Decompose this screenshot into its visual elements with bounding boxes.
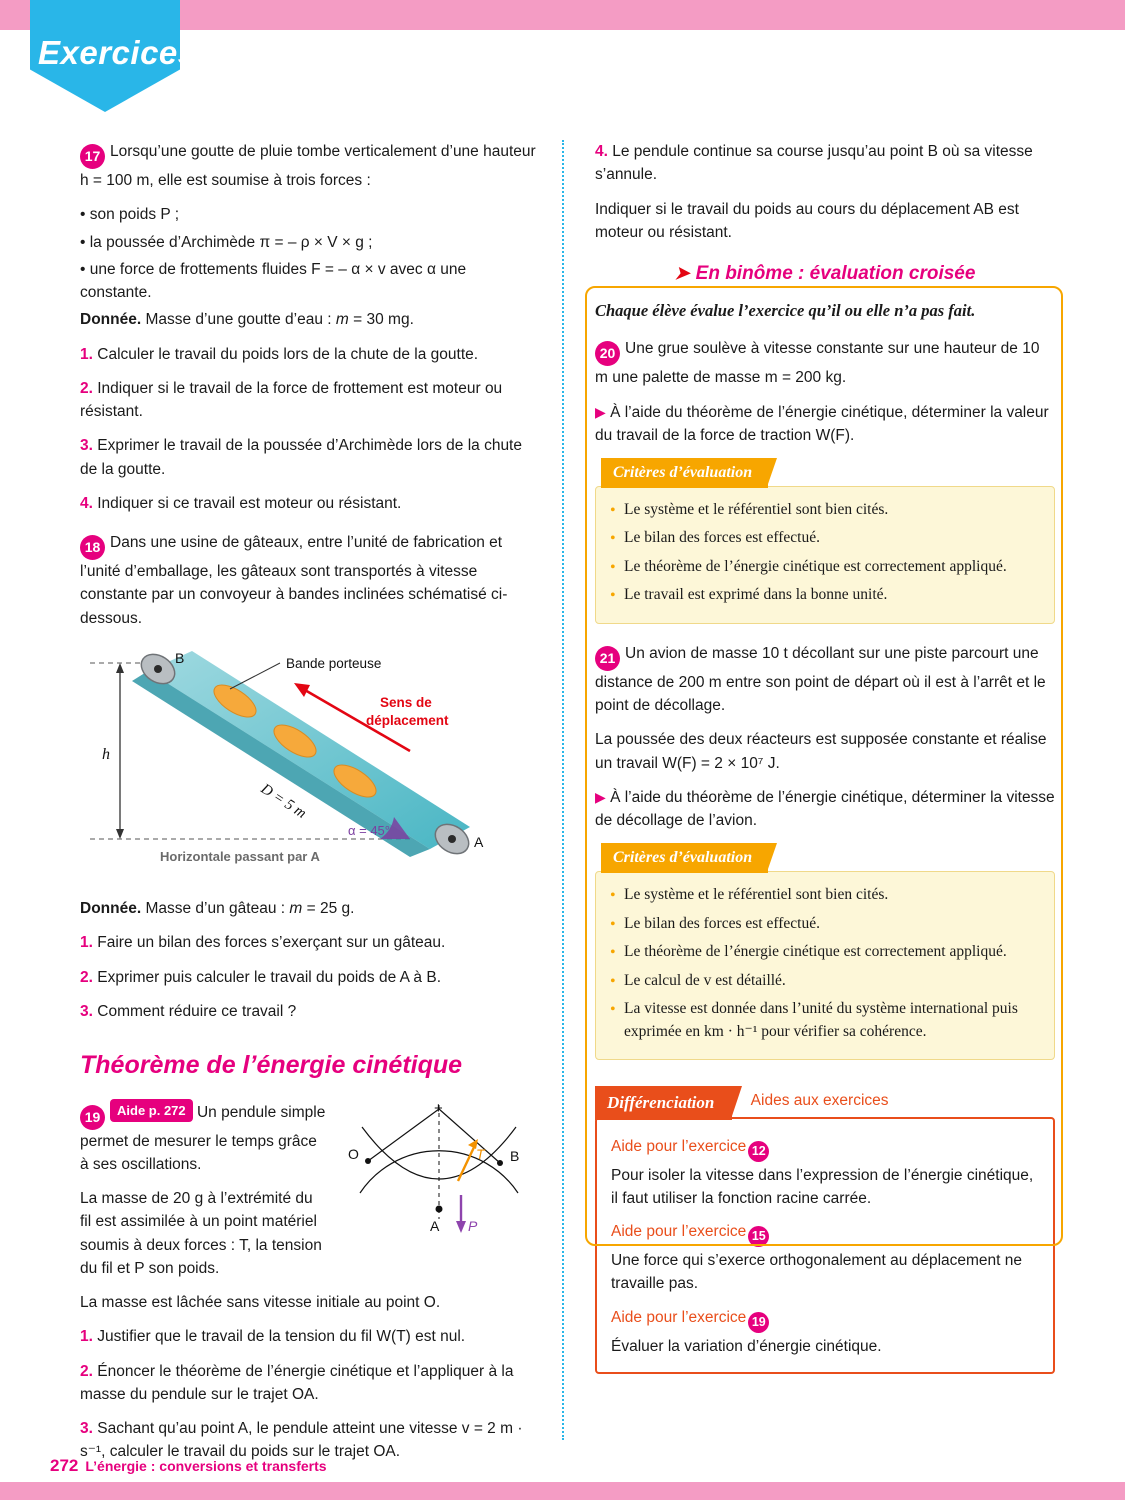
pendulum-figure (340, 1099, 540, 1261)
step-number: 2. (80, 968, 93, 986)
binome-heading-text: En binôme : évaluation croisée (695, 263, 976, 284)
exercise-17-q1 (80, 343, 540, 366)
exercise-21 (595, 642, 1055, 1060)
differenciation-side-label: Aides aux exercices (750, 1092, 889, 1110)
criteria-label: Critères d’évaluation (601, 843, 768, 873)
aide-heading-15 (611, 1220, 1039, 1247)
exercise-18-q2-text: Exprimer puis calculer le travail du poids de A à B. (97, 968, 442, 986)
exercise-21-intro-text: Un avion de masse 10 t décollant sur une piste parcourt une distance de 200 m entre son point de départ où il est à l’arrêt et le point de décollage. (595, 644, 1046, 715)
footer-decorative-bar (0, 1482, 1125, 1500)
exercise-number-badge: 18 (80, 535, 105, 560)
exercise-17-data-text: Masse d’une goutte d’eau : m = 30 mg. (145, 311, 414, 329)
step-number: 3. (80, 437, 93, 455)
exercise-ref-badge: 15 (748, 1226, 769, 1247)
exercise-17 (80, 140, 540, 515)
svg-text:B: B (175, 649, 185, 666)
criteria-item: • Le calcul de v est détaillé. (610, 970, 1040, 992)
exercise-19-q1-text: Justifier que le travail de la tension du fil W(T) est nul. (97, 1328, 466, 1346)
exercise-19-q2 (80, 1360, 540, 1407)
step-number: 1. (80, 345, 93, 363)
exercise-20-intro (595, 337, 1055, 389)
svg-text:Horizontale passant par A: Horizontale passant par A (160, 848, 320, 864)
exercise-18 (80, 531, 540, 1023)
svg-text:O: O (348, 1145, 359, 1162)
svg-text:α = 45°: α = 45° (348, 822, 390, 838)
exercise-number-badge: 20 (595, 341, 620, 366)
exercise-18-q2 (80, 966, 540, 989)
svg-text:+: + (434, 1099, 443, 1117)
exercise-18-data (80, 897, 540, 920)
exercise-21-task (595, 786, 1055, 833)
exercise-19-q1 (80, 1325, 540, 1348)
conveyor-figure (80, 641, 540, 883)
exercise-17-bullet-3: • une force de frottements fluides F = – α × v avec α une constante. (80, 260, 467, 301)
exercise-number-badge: 17 (80, 144, 105, 169)
aide-text-12: Pour isoler la vitesse dans l’expression de l’énergie cinétique, il faut utiliser la fonction racine carrée. (611, 1166, 1034, 1207)
svg-text:h: h (102, 745, 110, 763)
exercise-19-q2-text: Énoncer le théorème de l’énergie cinétique et l’appliquer à la masse du pendule sur le trajet OA. (80, 1362, 514, 1403)
differenciation-content (595, 1117, 1055, 1374)
svg-text:Bande porteuse: Bande porteuse (286, 655, 382, 671)
exercise-17-data (80, 308, 540, 331)
criteria-block-21 (595, 843, 1055, 1060)
exercise-17-q4-text: Indiquer si ce travail est moteur ou résistant. (97, 494, 402, 512)
exercise-17-intro (80, 140, 540, 192)
aide-heading-text: Aide pour l’exercice (611, 1137, 747, 1155)
step-number: 3. (80, 1420, 93, 1437)
exercise-19-p3: La masse est lâchée sans vitesse initiale au point O. (80, 1294, 441, 1311)
differenciation-label: Différenciation (595, 1086, 732, 1120)
step-number: 1. (80, 934, 93, 952)
footer-label (50, 1456, 327, 1476)
step-number: 2. (80, 379, 93, 397)
criteria-item: • Le travail est exprimé dans la bonne unité. (610, 584, 1040, 606)
exercise-18-intro (80, 531, 540, 630)
aide-text-15: Une force qui s’exerce orthogonalement au déplacement ne travaille pas. (611, 1252, 1023, 1293)
exercise-17-q3-text: Exprimer le travail de la poussée d’Archimède lors de la chute de la goutte. (80, 437, 522, 478)
step-number: 4. (595, 143, 608, 160)
exercise-21-p2: La poussée des deux réacteurs est supposée constante et réalise un travail W(F) = 2 × 10⁷ J. (595, 731, 1047, 772)
exercise-18-data-text: Masse d’un gâteau : m = 25 g. (145, 900, 355, 917)
exercise-21-task-text: À l’aide du théorème de l’énergie cinétique, déterminer la vitesse de décollage de l’avion. (595, 788, 1055, 830)
exercise-number-badge: 19 (80, 1105, 105, 1130)
exercise-20-task (595, 401, 1055, 448)
aide-heading-12 (611, 1135, 1039, 1162)
page-footer (0, 1452, 1125, 1500)
exercise-20-task-text: À l’aide du théorème de l’énergie cinétique, déterminer la valeur du travail de la force de traction W(F). (595, 403, 1049, 444)
differenciation-block (595, 1086, 1055, 1374)
exercise-17-intro-text: Lorsqu’une goutte de pluie tombe verticalement d’une hauteur h = 100 m, elle est soumise à trois forces : (80, 143, 536, 189)
exercise-19 (80, 1099, 540, 1475)
page-title: Exercices (38, 34, 197, 71)
exercise-18-q3 (80, 1000, 540, 1023)
exercise-19-intro-text: Un pendule simple permet de mesurer le temps grâce à ses oscillations. (80, 1103, 326, 1173)
aide-heading-19 (611, 1306, 1039, 1333)
exercise-18-intro-text: Dans une usine de gâteaux, entre l’unité de fabrication et l’unité d’emballage, les gâteaux sont transportés à vitesse constante par un convoyeur à bandes inclinées schématisé ci-dessous. (80, 534, 508, 627)
aide-text-19: Évaluer la variation d’énergie cinétique. (611, 1337, 882, 1355)
left-column (80, 140, 540, 1475)
exercise-19-q4 (595, 140, 1055, 187)
exercise-19-q3-text: Sachant qu’au point A, le pendule atteint une vitesse v = 2 m · s⁻¹, calculer le travail du poids sur le trajet OA. (80, 1420, 523, 1461)
triangle-bullet-icon: ▶ (595, 403, 606, 420)
svg-text:P: P (468, 1217, 478, 1234)
binome-heading (595, 260, 1055, 289)
svg-text:A: A (474, 833, 484, 850)
exercise-ref-badge: 12 (748, 1141, 769, 1162)
exercise-ref-badge: 19 (748, 1312, 769, 1333)
step-number: 1. (80, 1328, 93, 1346)
svg-text:B: B (510, 1147, 520, 1164)
exercise-17-q2-text: Indiquer si le travail de la force de frottement est moteur ou résistant. (80, 379, 503, 420)
exercise-18-q1 (80, 931, 540, 954)
step-number: 3. (80, 1002, 93, 1020)
exercise-19-q4-follow: Indiquer si le travail du poids au cours du déplacement AB est moteur ou résistant. (595, 200, 1019, 241)
exercise-20 (595, 337, 1055, 624)
criteria-list-21 (595, 871, 1055, 1060)
right-column (595, 140, 1055, 1374)
exercise-21-intro (595, 642, 1055, 718)
exercise-17-q3 (80, 434, 540, 481)
step-number: 4. (80, 494, 93, 512)
exercise-17-bullet-2: • la poussée d’Archimède π = – ρ × V × g ; (80, 233, 373, 251)
exercise-19-p2: La masse de 20 g à l’extrémité du fil est assimilée à un point matériel soumis à deux forces : T, la tension du fil et P son poids. (80, 1190, 322, 1277)
criteria-item: • Le bilan des forces est effectué. (610, 913, 1040, 935)
donnee-label: Donnée. (80, 900, 142, 917)
aide-heading-text: Aide pour l’exercice (611, 1223, 747, 1241)
criteria-item: • Le théorème de l’énergie cinétique est correctement appliqué. (610, 941, 1040, 963)
donnee-label: Donnée. (80, 311, 142, 329)
criteria-item: • Le théorème de l’énergie cinétique est correctement appliqué. (610, 556, 1040, 578)
page-body (0, 140, 1125, 1461)
exercise-17-q4 (80, 492, 540, 515)
arrow-icon: ➤ (674, 263, 690, 283)
exercise-17-q2 (80, 377, 540, 424)
column-divider (562, 140, 564, 1440)
criteria-item: • Le bilan des forces est effectué. (610, 527, 1040, 549)
svg-text:D = 5 m: D = 5 m (257, 780, 309, 822)
criteria-item: • La vitesse est donnée dans l’unité du système international puis exprimée en km · h⁻¹ pour vérifier sa cohérence. (610, 998, 1040, 1043)
criteria-item: • Le système et le référentiel sont bien cités. (610, 884, 1040, 906)
criteria-list-20 (595, 486, 1055, 624)
binome-subtitle: Chaque élève évalue l’exercice qu’il ou elle n’a pas fait. (595, 300, 976, 320)
criteria-label: Critères d’évaluation (601, 458, 768, 488)
svg-text:Sens de: Sens de (380, 694, 432, 710)
svg-text:A: A (430, 1217, 440, 1234)
step-number: 2. (80, 1362, 93, 1380)
exercise-17-bullet-1: • son poids P ; (80, 206, 180, 224)
page-number: 272 (50, 1456, 79, 1475)
aide-tag[interactable]: Aide p. 272 (110, 1099, 193, 1123)
aide-heading-text: Aide pour l’exercice (611, 1308, 747, 1326)
exercise-18-q1-text: Faire un bilan des forces s’exerçant sur un gâteau. (97, 934, 446, 952)
criteria-item: • Le système et le référentiel sont bien cités. (610, 499, 1040, 521)
exercise-17-q1-text: Calculer le travail du poids lors de la chute de la goutte. (97, 345, 479, 363)
triangle-bullet-icon: ▶ (595, 788, 606, 805)
exercise-18-q3-text: Comment réduire ce travail ? (97, 1002, 297, 1020)
exercise-number-badge: 21 (595, 646, 620, 671)
exercise-19-q4-text: Le pendule continue sa course jusqu’au point B où sa vitesse s’annule. (595, 143, 1033, 184)
exercise-20-intro-text: Une grue soulève à vitesse constante sur une hauteur de 10 m une palette de masse m = 200 kg. (595, 340, 1040, 387)
svg-text:déplacement: déplacement (366, 712, 449, 728)
footer-chapter-title: L’énergie : conversions et transferts (85, 1458, 327, 1474)
section-heading: Théorème de l’énergie cinétique (80, 1051, 463, 1079)
criteria-block-20 (595, 458, 1055, 624)
svg-text:T: T (476, 1145, 485, 1162)
